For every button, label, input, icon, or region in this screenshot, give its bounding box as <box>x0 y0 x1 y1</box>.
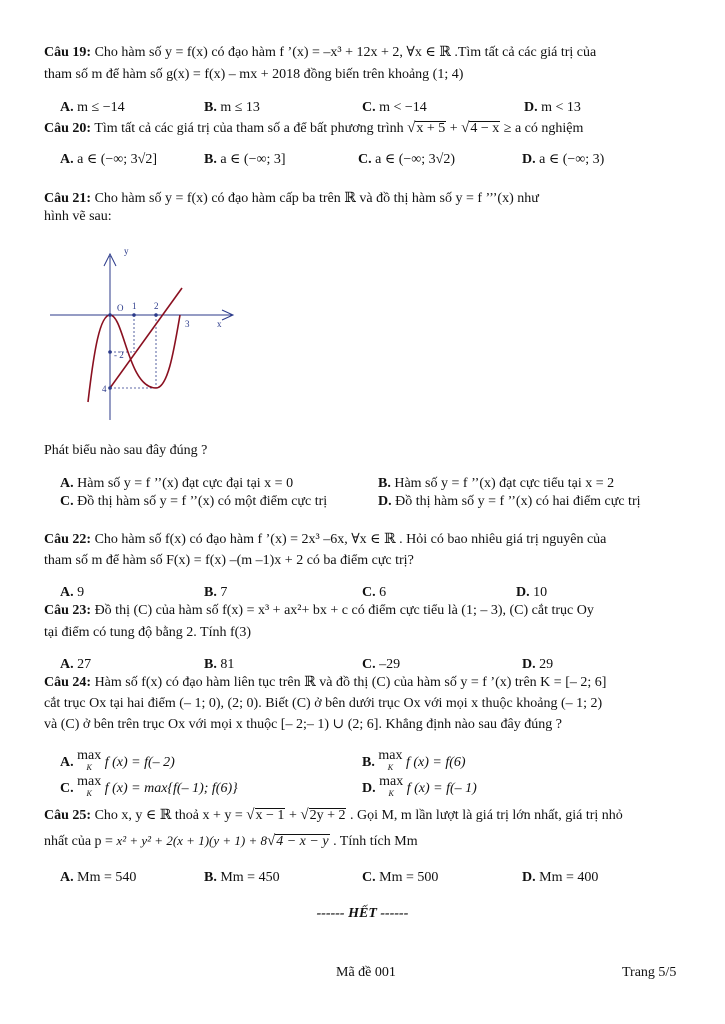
q24-option-d <box>362 776 477 799</box>
max-subscript: K <box>387 763 394 772</box>
q23-option-d <box>522 656 553 674</box>
q25-radicand-1: x − 1 <box>255 808 285 823</box>
tick-minus-4: 4 <box>102 384 107 394</box>
option-key: D. <box>362 781 376 796</box>
option-text: Đồ thị hàm số y = f ’’(x) có hai điểm cực trị <box>395 494 641 509</box>
option-text: 29 <box>539 657 554 672</box>
q24-option-b <box>362 750 466 773</box>
option-key: C. <box>362 585 376 600</box>
q20-radicand-1: x + 5 <box>416 121 446 136</box>
option-key: B. <box>204 870 217 885</box>
q25-text-2: . Gọi M, m lần lượt là giá trị lớn nhất, giá trị nhỏ <box>349 808 623 823</box>
q20-option-b <box>204 151 286 169</box>
q19-text-2: tham số m để hàm số g(x) = f(x) – mx + 2018 đồng biến trên khoảng (1; 4) <box>44 67 464 82</box>
q20-option-d <box>522 151 604 169</box>
q24-text-2: cắt trục Ox tại hai điểm (– 1; 0), (2; 0). Biết (C) ở bên dưới trục Ox với mọi x thuộc khoảng (– 1; 2) <box>44 696 603 711</box>
q21-number: Câu 21: <box>44 191 92 206</box>
q20-text-1: Tìm tất cả các giá trị của tham số a để bất phương trình <box>94 121 404 136</box>
q25-option-d <box>522 869 598 887</box>
max-word: max <box>378 748 403 763</box>
option-key: D. <box>516 585 530 600</box>
option-text: Hàm số y = f ’’(x) đạt cực đại tại x = 0 <box>77 476 294 491</box>
max-word: max <box>379 774 404 789</box>
sqrt-icon: √ <box>461 120 470 136</box>
option-key: D. <box>378 494 392 509</box>
option-text: f (x) = f(– 1) <box>406 781 477 796</box>
q25-option-c <box>362 869 438 887</box>
q21-line1 <box>44 190 539 208</box>
option-key: A. <box>60 657 74 672</box>
q22-line1 <box>44 531 606 549</box>
q23-text-1: Đồ thị (C) của hàm số f(x) = x³ + ax²+ bx + c có điểm cực tiểu là (1; – 3), (C) cắt trục Oy <box>94 603 594 618</box>
option-text: m < 13 <box>541 100 581 115</box>
option-text: 9 <box>77 585 85 600</box>
max-operator <box>379 776 403 799</box>
q20-radicand-2: 4 − x <box>470 121 500 136</box>
option-key: C. <box>362 870 376 885</box>
q21-text-2: hình vẽ sau: <box>44 209 112 224</box>
max-operator <box>378 750 402 773</box>
tick-1: 1 <box>132 301 137 311</box>
tick-minus-2: - 2 <box>114 350 124 360</box>
option-text: a ∈ (−∞; 3√2] <box>77 152 157 167</box>
option-key: C. <box>362 657 376 672</box>
option-text: 6 <box>379 585 387 600</box>
option-key: C. <box>358 152 372 167</box>
q23-text-2: tại điểm có tung độ bằng 2. Tính f(3) <box>44 625 251 640</box>
q20-option-c <box>358 151 455 169</box>
max-subscript: K <box>86 763 92 772</box>
option-key: D. <box>522 657 536 672</box>
max-operator <box>77 750 101 773</box>
max-word: max <box>77 748 102 763</box>
option-text: f (x) = f(6) <box>405 755 466 770</box>
option-key: B. <box>204 100 217 115</box>
q19-option-b <box>204 99 260 117</box>
option-key: C. <box>60 781 74 796</box>
q25-number: Câu 25: <box>44 808 92 823</box>
q21-option-a <box>60 475 293 493</box>
q24-text-3: và (C) ở bên trên trục Ox với mọi x thuộc [– 2;– 1) ∪ (2; 6]. Khẳng định nào sau đây đúng ? <box>44 717 562 732</box>
q22-text-1: Cho hàm số f(x) có đạo hàm f ’(x) = 2x³ –6x, ∀x ∈ ℝ . Hỏi có bao nhiêu giá trị nguyên của <box>94 532 607 547</box>
option-text: 81 <box>220 657 235 672</box>
q21-option-b <box>378 475 614 493</box>
option-text: Mm = 500 <box>379 870 439 885</box>
option-text: m ≤ −14 <box>77 100 125 115</box>
q25-plus: + <box>288 808 297 823</box>
q19-number: Câu 19: <box>44 45 92 60</box>
q21-prompt: Phát biểu nào sau đây đúng ? <box>44 443 208 458</box>
q25-text-3: nhất của p = <box>44 834 113 849</box>
option-key: A. <box>60 585 74 600</box>
sqrt-icon: √ <box>267 833 276 849</box>
q25-expression: x² + y² + 2(x + 1)(y + 1) + 8 <box>116 833 267 848</box>
option-key: C. <box>362 100 376 115</box>
option-text: 7 <box>220 585 228 600</box>
q22-number: Câu 22: <box>44 532 92 547</box>
q25-option-a <box>60 869 136 887</box>
q25-radicand-3: 4 − x − y <box>276 834 329 849</box>
q24-text-1: Hàm số f(x) có đạo hàm liên tục trên ℝ và đồ thị (C) của hàm số y = f ’(x) trên K = [– 2; 6] <box>94 675 607 690</box>
option-text: 27 <box>77 657 92 672</box>
q24-option-c <box>60 776 238 799</box>
q19-line1 <box>44 44 596 62</box>
option-text: 10 <box>533 585 548 600</box>
sqrt-icon: √ <box>300 807 309 823</box>
option-key: A. <box>60 152 74 167</box>
q21-option-c <box>60 493 327 511</box>
q22-option-a <box>60 584 84 602</box>
q21-graph <box>44 240 244 425</box>
option-text: a ∈ (−∞; 3) <box>539 152 605 167</box>
option-text: –29 <box>379 657 401 672</box>
q20-text-2: ≥ a có nghiệm <box>503 121 584 136</box>
q23-option-a <box>60 656 91 674</box>
max-subscript: K <box>388 789 394 798</box>
option-key: B. <box>378 476 391 491</box>
end-marker: ------ HẾT ------ <box>316 906 409 921</box>
q22-option-b <box>204 584 227 602</box>
label-y: y <box>124 246 129 256</box>
q23-line1 <box>44 602 594 620</box>
q23-option-b <box>204 656 234 674</box>
option-text: Mm = 450 <box>220 870 280 885</box>
option-key: B. <box>204 585 217 600</box>
option-text: Đồ thị hàm số y = f ’’(x) có một điểm cực trị <box>77 494 328 509</box>
q19-option-c <box>362 99 427 117</box>
q25-line2 <box>44 832 418 851</box>
option-key: B. <box>362 755 375 770</box>
q25-radicand-2: 2y + 2 <box>309 808 346 823</box>
option-key: A. <box>60 870 74 885</box>
option-key: A. <box>60 100 74 115</box>
option-text: m ≤ 13 <box>220 100 260 115</box>
q25-text-4: . Tính tích Mm <box>333 834 418 849</box>
q24-line1 <box>44 674 606 692</box>
footer-page-number: Trang 5/5 <box>622 965 677 980</box>
tick-2: 2 <box>154 301 159 311</box>
option-text: Mm = 400 <box>539 870 599 885</box>
q25-text-1: Cho x, y ∈ ℝ thoả x + y = <box>94 808 243 823</box>
max-operator <box>77 776 101 799</box>
label-origin: O <box>117 303 124 313</box>
label-x: x <box>217 319 222 329</box>
sqrt-icon: √ <box>407 120 416 136</box>
q19-option-d <box>524 99 581 117</box>
option-text: a ∈ (−∞; 3√2) <box>375 152 455 167</box>
q20-line1: Câu 20: Tìm tất cả các giá trị của tham số a để bất phương trình √x + 5 + √4 − x ≥ a có nghiệm <box>44 120 584 136</box>
q25-line1 <box>44 806 623 825</box>
option-key: D. <box>524 100 538 115</box>
tick-3: 3 <box>185 319 190 329</box>
q25-option-b <box>204 869 280 887</box>
option-key: D. <box>522 152 536 167</box>
footer-exam-code: Mã đề 001 <box>336 965 396 980</box>
sqrt-icon: √ <box>246 807 255 823</box>
max-word: max <box>77 774 102 789</box>
option-text: f (x) = f(– 2) <box>104 755 175 770</box>
option-text: Hàm số y = f ’’(x) đạt cực tiểu tại x = 2 <box>394 476 615 491</box>
q20-option-a <box>60 151 157 169</box>
q24-option-a <box>60 750 175 773</box>
q19-text-1: Cho hàm số y = f(x) có đạo hàm f ’(x) = –x³ + 12x + 2, ∀x ∈ ℝ .Tìm tất cả các giá trị của <box>94 45 597 60</box>
q22-text-2: tham số m để hàm số F(x) = f(x) –(m –1)x + 2 có ba điểm cực trị? <box>44 553 414 568</box>
q24-number: Câu 24: <box>44 675 92 690</box>
q21-text-1: Cho hàm số y = f(x) có đạo hàm cấp ba trên ℝ và đồ thị hàm số y = f ’’’(x) như <box>94 191 539 206</box>
q22-option-d <box>516 584 547 602</box>
option-key: C. <box>60 494 74 509</box>
option-key: B. <box>204 152 217 167</box>
q23-option-c <box>362 656 400 674</box>
q21-option-d <box>378 493 641 511</box>
q20-number: Câu 20: <box>44 121 92 136</box>
option-text: a ∈ (−∞; 3] <box>220 152 286 167</box>
option-text: Mm = 540 <box>77 870 137 885</box>
option-key: A. <box>60 755 74 770</box>
option-text: f (x) = max{f(– 1); f(6)} <box>104 781 238 796</box>
max-subscript: K <box>86 789 92 798</box>
q23-number: Câu 23: <box>44 603 92 618</box>
option-key: D. <box>522 870 536 885</box>
option-key: A. <box>60 476 74 491</box>
option-text: m < −14 <box>379 100 427 115</box>
q19-option-a <box>60 99 125 117</box>
option-key: B. <box>204 657 217 672</box>
q22-option-c <box>362 584 386 602</box>
